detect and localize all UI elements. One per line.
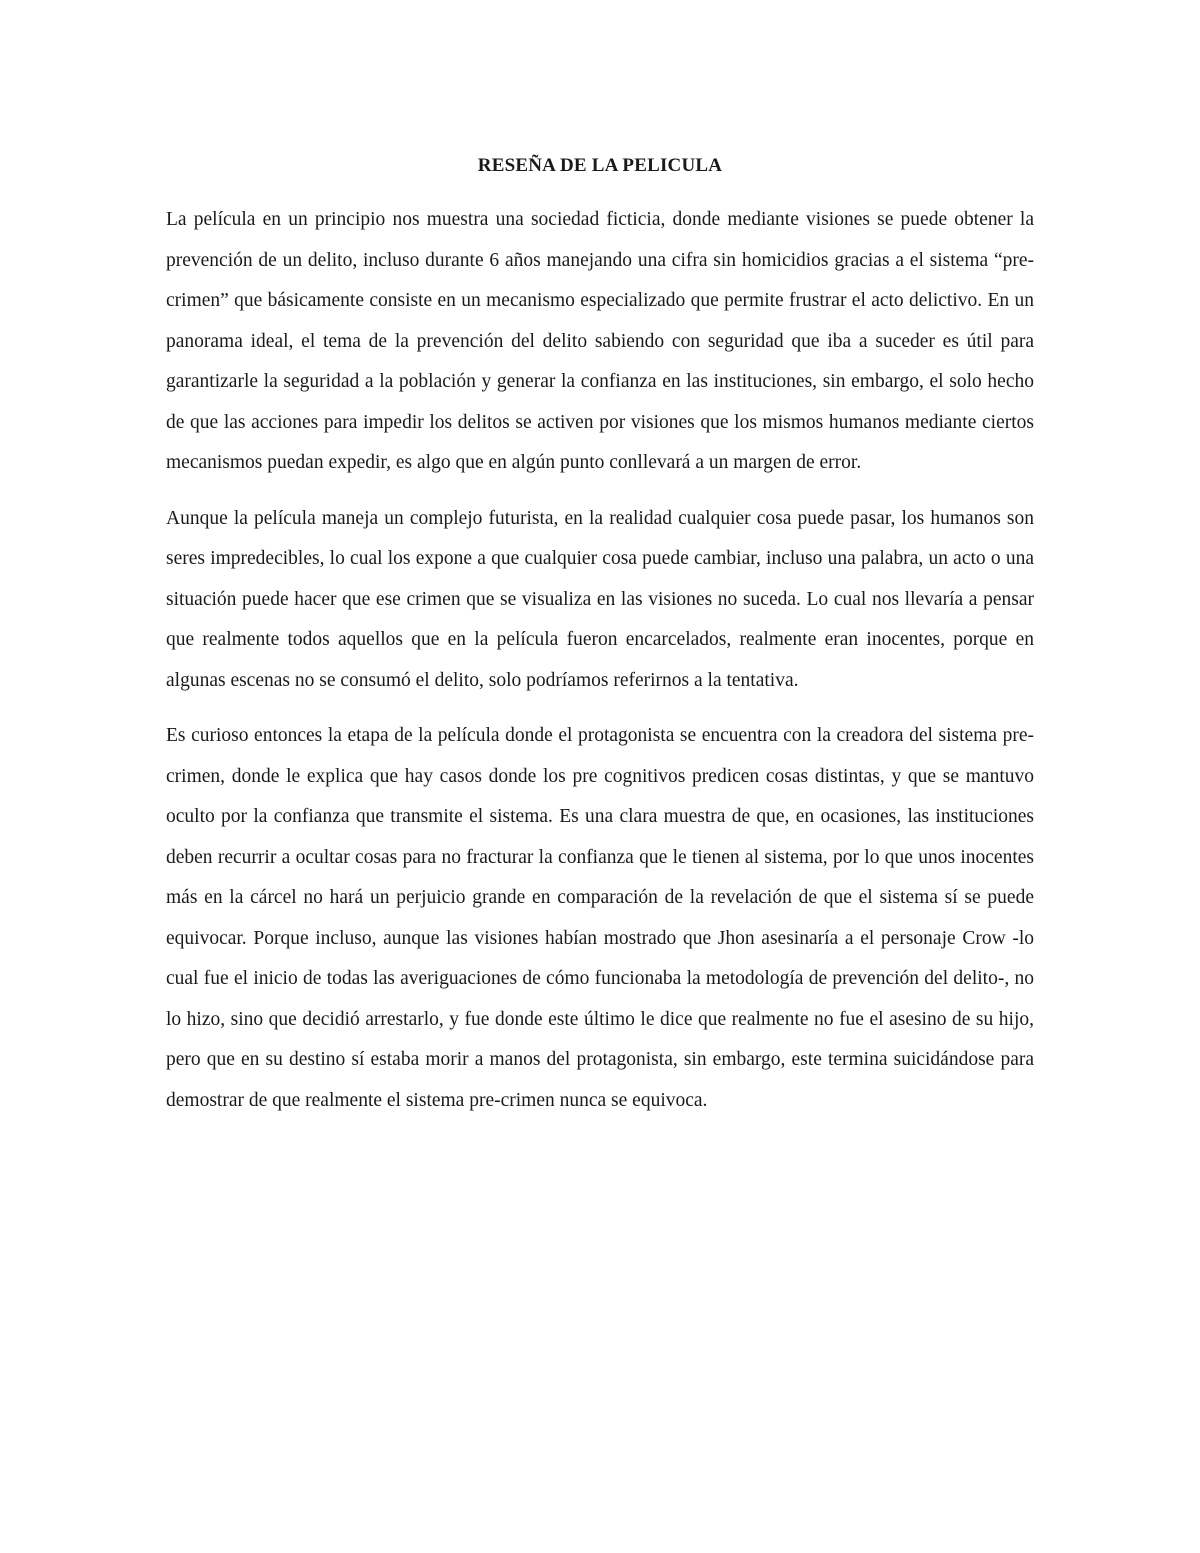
paragraph-1: La película en un principio nos muestra una sociedad ficticia, donde mediante visiones se puede obtener la prevención de un delito, incluso durante 6 años manejando una cifra sin homicidios gracias a el sistema “pre-crimen” que básicamente consiste en un mecanismo especializado que permite frustrar el acto delictivo. En un panorama ideal, el tema de la prevención del delito sabiendo con seguridad que iba a suceder es útil para garantizarle la seguridad a la población y generar la confianza en las instituciones, sin embargo, el solo hecho de que las acciones para impedir los delitos se activen por visiones que los mismos humanos mediante ciertos mecanismos puedan expedir, es algo que en algún punto conllevará a un margen de error. [166, 209, 1034, 473]
document-body [166, 148, 1034, 1136]
paragraph-2: Aunque la película maneja un complejo futurista, en la realidad cualquier cosa puede pasar, los humanos son seres impredecibles, lo cual los expone a que cualquier cosa puede cambiar, incluso una palabra, un acto o una situación puede hacer que ese crimen que se visualiza en las visiones no suceda. Lo cual nos llevaría a pensar que realmente todos aquellos que en la película fueron encarcelados, realmente eran inocentes, porque en algunas escenas no se consumó el delito, solo podríamos referirnos a la tentativa. [166, 507, 1034, 691]
document-title: RESEÑA DE LA PELICULA [477, 155, 723, 176]
paragraph-3: Es curioso entonces la etapa de la película donde el protagonista se encuentra con la creadora del sistema pre-crimen, donde le explica que hay casos donde los pre cognitivos predicen cosas distintas, y que se mantuvo oculto por la confianza que transmite el sistema. Es una clara muestra de que, en ocasiones, las instituciones deben recurrir a ocultar cosas para no fracturar la confianza que le tienen al sistema, por lo que unos inocentes más en la cárcel no hará un perjuicio grande en comparación de la revelación de que el sistema sí se puede equivocar. Porque incluso, aunque las visiones habían mostrado que Jhon asesinaría a el personaje Crow -lo cual fue el inicio de todas las averiguaciones de cómo funcionaba la metodología de prevención del delito-, no lo hizo, sino que decidió arrestarlo, y fue donde este último le dice que realmente no fue el asesino de su hijo, pero que en su destino sí estaba morir a manos del protagonista, sin embargo, este termina suicidándose para demostrar de que realmente el sistema pre-crimen nunca se equivoca. [166, 725, 1034, 1111]
